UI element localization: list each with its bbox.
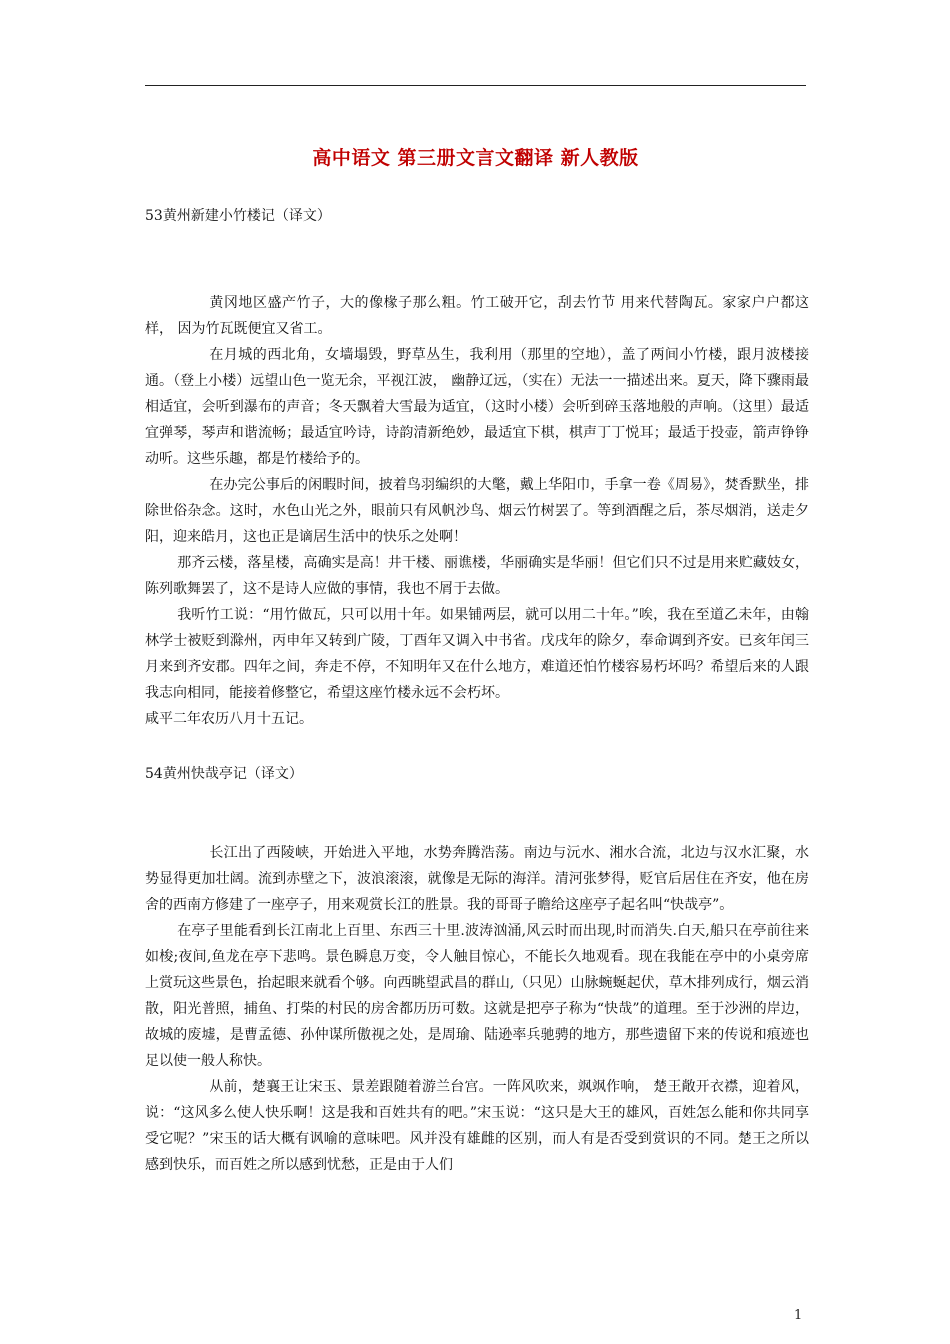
paragraph: 在亭子里能看到长江南北上百里、东西三十里.波涛汹涌,风云时而出现,时而消失.白天,船只在亭前往来如梭;夜间,鱼龙在亭下悲鸣。景色瞬息万变，令人触目惊心，不能长久地观看。现在我能在亭中的小桌旁席上赏玩这些景色，抬起眼来就看个够。向西眺望武昌的群山,（只见）山脉蜿蜒起伏，草木排列成行，烟云消散，阳光普照，捕鱼、打柴的村民的房舍都历历可数。这就是把亭子称为“快哉”的道理。至于沙洲的岸边，故城的废墟，是曹孟德、孙仲谋所傲视之处，是周瑜、陆逊率兵驰骋的地方，那些遗留下来的传说和痕迹也足以使一般人称快。 (145, 923, 809, 1069)
page-number: 1 (794, 1308, 803, 1323)
section-body-zhulou (145, 290, 809, 732)
paragraph-dateline: 咸平二年农历八月十五记。 (145, 711, 313, 727)
section-body-kuaizai (145, 840, 809, 1178)
document-title: 高中语文 第三册文言文翻译 新人教版 (312, 147, 639, 169)
section-heading-kuaizai: 54黄州快哉亭记（译文） (145, 766, 303, 782)
paragraph: 在办完公事后的闲暇时间，披着鸟羽编织的大氅，戴上华阳巾，手拿一卷《周易》，焚香默坐，排除世俗杂念。这时，水色山光之外，眼前只有风帆沙鸟、烟云竹树罢了。等到酒醒之后，茶尽烟消，送走夕阳，迎来皓月，这也正是谪居生活中的快乐之处啊！ (145, 477, 809, 545)
section-heading-zhulou: 53黄州新建小竹楼记（译文） (145, 208, 331, 224)
paragraph: 在月城的西北角，女墙塌毁，野草丛生，我利用（那里的空地），盖了两间小竹楼，跟月波楼接通。（登上小楼）远望山色一览无余，平视江波， 幽静辽远，（实在）无法一一描述出来。夏天，降下骤雨最相适宜，会听到瀑布的声音；冬天飘着大雪最为适宜，（这时小楼）会听到碎玉落地般的声响。（这里）最适宜弹琴，琴声和谐流畅；最适宜吟诗，诗韵清新绝妙，最适宜下棋，棋声丁丁悦耳；最适于投壶，箭声铮铮动听。这些乐趣，都是竹楼给予的。 (145, 347, 809, 467)
paragraph: 黄冈地区盛产竹子，大的像椽子那么粗。竹工破开它，刮去竹节 用来代替陶瓦。家家户户都这样， 因为竹瓦既便宜又省工。 (145, 295, 809, 337)
paragraph: 我听竹工说：“用竹做瓦，只可以用十年。如果铺两层，就可以用二十年。”唉，我在至道乙未年，由翰林学士被贬到滁州，丙申年又转到广陵，丁酉年又调入中书省。戊戌年的除夕，奉命调到齐安。已亥年闰三月来到齐安郡。四年之间，奔走不停，不知明年又在什么地方，难道还怕竹楼容易朽坏吗？希望后来的人跟我志向相同，能接着修整它，希望这座竹楼永远不会朽坏。 (145, 607, 809, 701)
paragraph: 从前，楚襄王让宋玉、景差跟随着游兰台宫。一阵风吹来，飒飒作响， 楚王敞开衣襟，迎着风，说：“这风多么使人快乐啊！这是我和百姓共有的吧。”宋玉说：“这只是大王的雄风，百姓怎么能和你共同享受它呢？”宋玉的话大概有讽喻的意味吧。风并没有雄雌的区别，而人有是否受到赏识的不同。楚王之所以感到快乐，而百姓之所以感到忧愁，正是由于人们 (145, 1079, 809, 1173)
paragraph: 长江出了西陵峡，开始进入平地，水势奔腾浩荡。南边与沅水、湘水合流，北边与汉水汇聚，水势显得更加壮阔。流到赤壁之下，波浪滚滚，就像是无际的海洋。清河张梦得，贬官后居住在齐安，他在房舍的西南方修建了一座亭子，用来观赏长江的胜景。我的哥哥子瞻给这座亭子起名叫“快哉亭”。 (145, 845, 809, 913)
paragraph: 那齐云楼，落星楼，高确实是高！井干楼、丽谯楼，华丽确实是华丽！但它们只不过是用来贮藏妓女，陈列歌舞罢了，这不是诗人应做的事情，我也不屑于去做。 (145, 555, 809, 597)
header-rule (145, 85, 806, 86)
